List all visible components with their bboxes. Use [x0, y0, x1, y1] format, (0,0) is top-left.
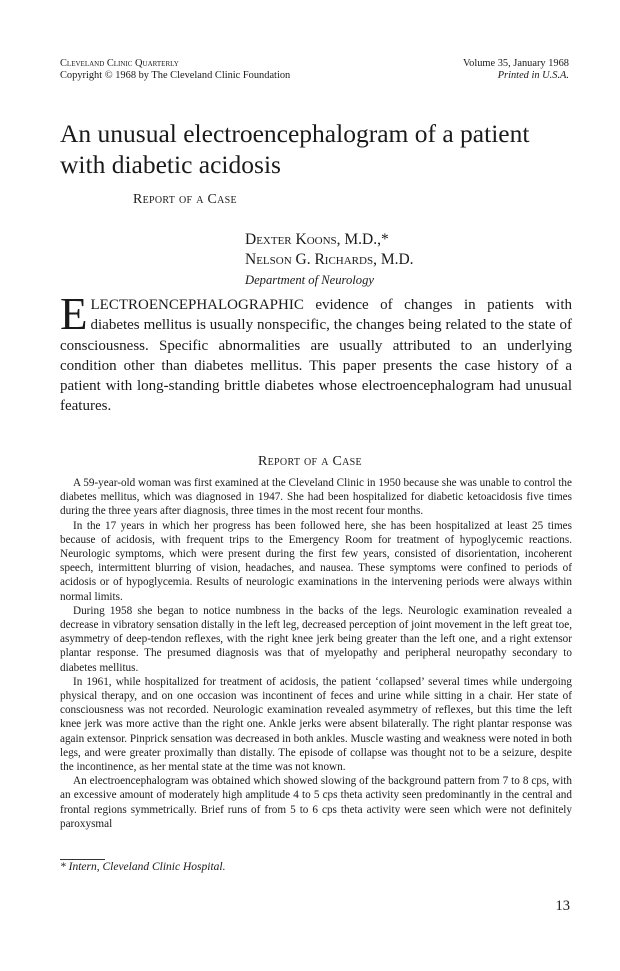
- drop-cap: E: [60, 289, 88, 339]
- lead-paragraph: [60, 289, 572, 417]
- body-paragraph: In the 17 years in which her progress has been followed here, she has been hospitalized at least 25 times because of acidosis, with frequent trips to the Emergency Room for treatment of hypoglycemic reactions. Neurologic symptoms, which were present during the first few years, consisted of disorientation, incoherent speech, intermittent blurring of vision, headaches, and nausea. These symptoms were confined to periods of acidosis or of hypoglycemia. Results of neurologic examinations in the intervening periods were always within normal limits.: [60, 519, 572, 603]
- volume-line: Volume 35, January 1968: [462, 58, 569, 69]
- printed-line: Printed in U.S.A.: [497, 70, 569, 81]
- page-number: 13: [555, 898, 570, 914]
- running-header-left: [60, 58, 290, 82]
- body-paragraph: A 59-year-old woman was first examined at the Cleveland Clinic in 1950 because she was unable to control the diabetes mellitus, which was diagnosed in 1947. She had been hospitalized for diabetic ketoacidosis five times during the three years after diagnosis, three times in the most recent four months.: [60, 477, 572, 518]
- section-heading: Report of a Case: [258, 454, 362, 469]
- article-title: An unusual electroencephalogram of a patient with diabetic acidosis: [60, 119, 530, 179]
- copyright-line: Copyright © 1968 by The Cleveland Clinic Foundation: [60, 70, 291, 81]
- department: Department of Neurology: [245, 273, 374, 287]
- author-2: Nelson G. Richards, M.D.: [245, 251, 414, 268]
- footnote: * Intern, Cleveland Clinic Hospital.: [60, 861, 226, 873]
- lead-text: LECTROENCEPHALOGRAPHIC evidence of changes in patients with diabetes mellitus is usually nonspecific, the changes being related to the state of consciousness. Specific abnormalities are usually attributed to an underlying condition other than diabetes mellitus. This paper presents the case history of a patient with long-standing brittle diabetes whose electroencephalogram had unusual features.: [60, 297, 572, 415]
- body-paragraph: During 1958 she began to notice numbness in the backs of the legs. Neurologic examination revealed a decrease in vibratory sensation distally in the left leg, decreased perception of joint movement in the left great toe, asymmetry of deep-tendon reflexes, with the right knee jerk being greater than the left one, and a right extensor plantar response. The presumed diagnosis was that of myelopathy and peripheral neuropathy secondary to diabetes mellitus.: [60, 604, 572, 674]
- running-header-right: [463, 58, 569, 82]
- article-kicker: Report of a Case: [133, 192, 237, 207]
- journal-name: Cleveland Clinic Quarterly: [60, 58, 179, 69]
- article-body: [60, 476, 572, 831]
- body-paragraph: In 1961, while hospitalized for treatment of acidosis, the patient ‘collapsed’ several times while undergoing physical therapy, and on one occasion was incontinent of feces and urine while sitting in a chair. Her state of consciousness was not recorded. Neurologic examination revealed asymmetry of reflexes, but this time the left knee jerk was more active than the right one. Ankle jerks were absent bilaterally. The right plantar response was again extensor. Pinprick sensation was decreased in both ankles. Muscle wasting and weakness were noted in both legs, and were greater proximally than distally. The episode of collapse was thought not to be a seizure, despite the incontinence, as her mental state at the time was not known.: [60, 675, 573, 774]
- author-1: Dexter Koons, M.D.,*: [245, 231, 389, 248]
- byline: [245, 230, 414, 290]
- body-paragraph: An electroencephalogram was obtained which showed slowing of the background pattern from 7 to 8 cps, with an excessive amount of moderately high amplitude 4 to 5 cps theta activity seen predominantly in the central and frontal regions symmetrically. Brief runs of from 5 to 6 cps theta activity were seen which were not definitely paroxysmal: [60, 775, 572, 830]
- footnote-rule: [60, 859, 105, 860]
